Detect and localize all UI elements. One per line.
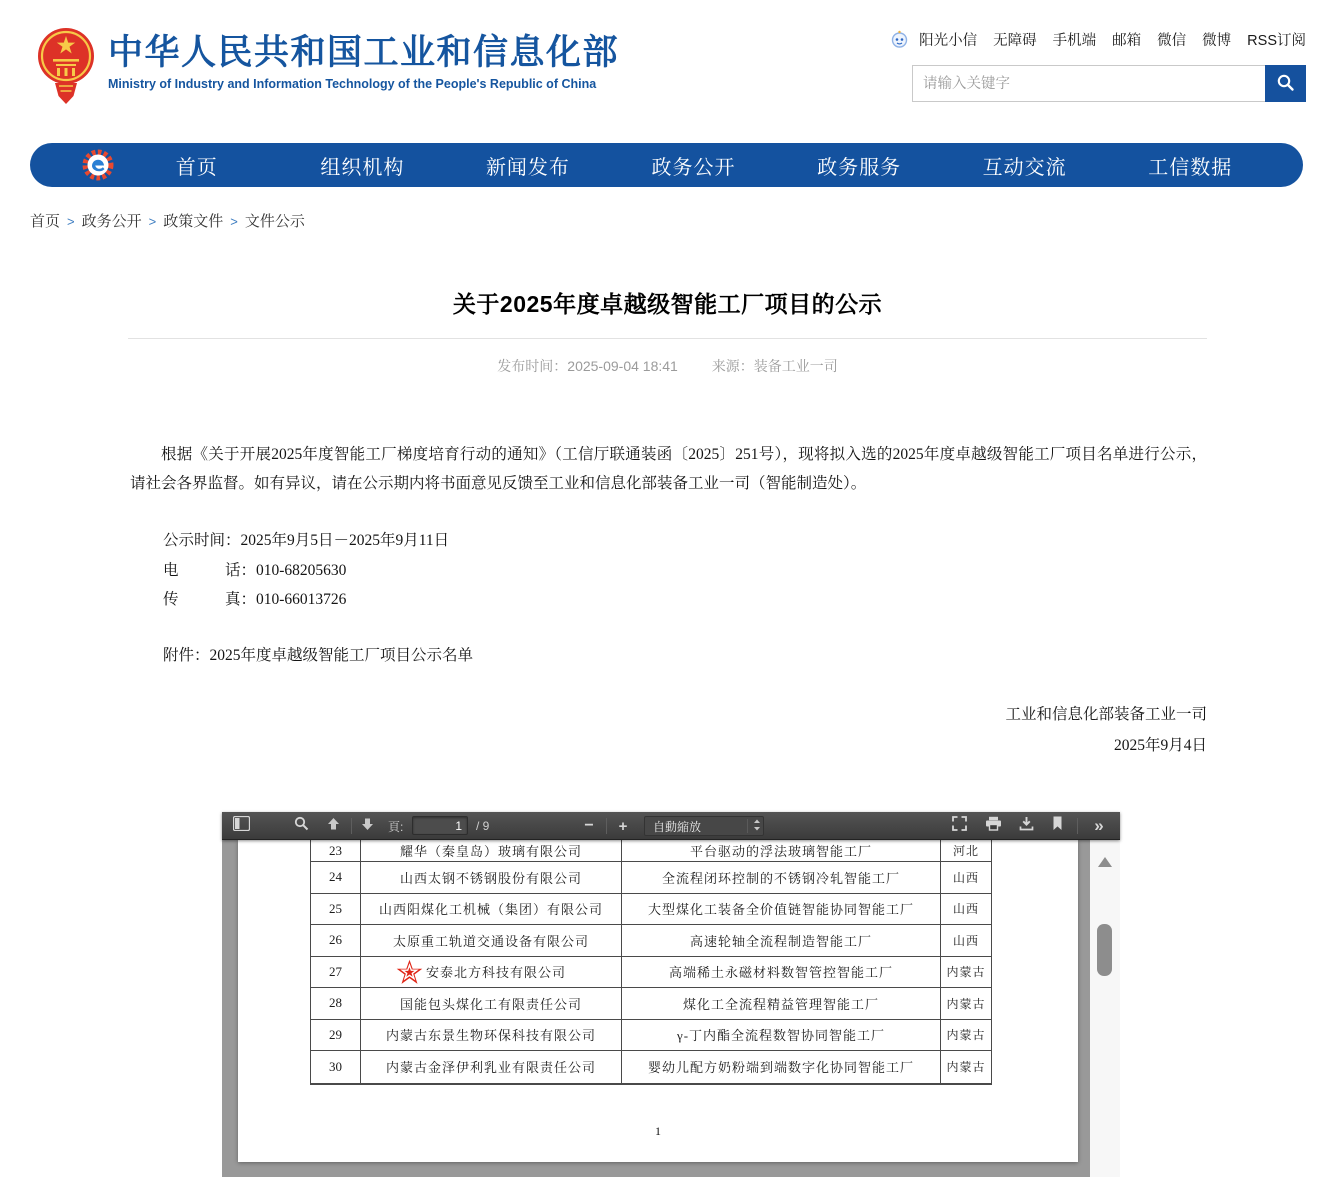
cell-region: 河北 [952,844,979,858]
table-row [311,894,991,926]
next-page-button[interactable] [354,812,380,840]
page-label: 頁: [388,819,404,834]
zoom-in-button[interactable]: + [618,817,628,835]
download-button[interactable] [1013,812,1039,840]
signature-block [1005,699,1207,761]
cell-company [361,1051,622,1083]
sidebar-toggle-button[interactable] [228,812,254,840]
cell-number: 25 [311,894,361,925]
table-row [311,1051,991,1083]
toolbar-divider [606,818,607,834]
cell-number: 30 [311,1051,361,1083]
cell-region: 内蒙古 [946,1028,986,1043]
national-emblem-logo [36,26,96,111]
cell-project: 大型煤化工装备全价值链智能协同智能工厂 [622,894,941,925]
cell-project: 全流程闭环控制的不锈钢冷轧智能工厂 [622,862,941,893]
table-row [311,840,991,862]
toolbar-divider [351,818,352,834]
nav-item[interactable]: 政务公开 [651,156,736,179]
breadcrumb-link[interactable]: 政务公开 [81,213,142,230]
presentation-mode-button[interactable] [946,812,972,840]
breadcrumb-separator: > [230,214,238,229]
nav-item[interactable]: 首页 [175,156,218,179]
previous-page-button[interactable] [320,812,346,840]
gear-e-logo [82,149,114,181]
top-link[interactable]: 手机端 [1052,33,1097,49]
red-star-annotation [396,959,423,985]
cell-project: 婴幼儿配方奶粉端到端数字化协同智能工厂 [622,1051,941,1083]
source: 来源：装备工业一司 [711,358,838,374]
fullscreen-icon [952,816,967,836]
cell-project: 高速轮轴全流程制造智能工厂 [622,925,941,956]
cell-company [361,1020,622,1051]
pdf-page-number: 1 [655,1124,661,1138]
download-icon [1019,816,1034,836]
contact-block [163,526,449,615]
signature-date: 2025年9月4日 [1113,737,1207,754]
page-total: / 9 [476,819,490,833]
sidebar-icon [233,816,250,836]
find-button[interactable] [288,812,314,840]
table-row [311,1020,991,1052]
page-title: 关于2025年度卓越级智能工厂项目的公示 [452,291,883,317]
top-link[interactable]: RSS订阅 [1247,33,1306,49]
company-name: 山西阳煤化工机械（集团）有限公司 [378,902,603,918]
search-icon [1276,73,1295,95]
company-name: 安泰北方科技有限公司 [425,965,566,981]
table-row [311,957,991,989]
arrow-down-icon [360,817,375,836]
cell-company [361,840,622,861]
bookmark-button[interactable] [1044,812,1070,840]
cell-number: 24 [311,862,361,893]
zoom-select[interactable] [644,816,764,836]
cell-project: 高端稀土永磁材料数智管控智能工厂 [622,957,941,988]
search-button[interactable] [1265,65,1306,102]
publish-info [128,356,1207,376]
company-name: 内蒙古东景生物环保科技有限公司 [385,1028,596,1044]
breadcrumb-link[interactable]: 首页 [30,213,61,230]
cell-region: 内蒙古 [946,996,986,1011]
pdf-viewer [222,812,1120,1177]
cell-number: 29 [311,1020,361,1051]
cell-project: γ-丁内酯全流程数智协同智能工厂 [622,1020,941,1051]
pdf-scrollbar [1090,840,1120,1177]
cell-company [361,925,622,956]
nav-item[interactable]: 新闻发布 [485,156,570,179]
zoom-select-value: 自動縮放 [653,819,702,834]
cell-region: 内蒙古 [946,965,986,980]
zoom-out-button[interactable]: − [584,817,594,834]
print-button[interactable] [980,812,1006,840]
cell-company [361,894,622,925]
title-divider [128,338,1207,339]
top-link[interactable]: 无障碍 [993,33,1037,49]
breadcrumb-separator: > [67,214,75,229]
dropdown-divider [747,819,748,833]
cell-project: 煤化工全流程精益管理智能工厂 [622,988,941,1019]
table-row [311,862,991,894]
company-name: 耀华（秦皇岛）玻璃有限公司 [399,844,582,859]
company-name: 内蒙古金泽伊利乳业有限责任公司 [385,1060,596,1076]
company-name: 太原重工轨道交通设备有限公司 [392,933,589,949]
cell-region: 内蒙古 [946,1060,986,1075]
phone-line: 电 话：010-68205630 [163,561,347,579]
breadcrumb-link[interactable]: 政策文件 [163,213,224,230]
cell-company [361,862,622,893]
nav-item[interactable]: 政务服务 [817,156,902,179]
cell-company [361,957,622,988]
site-title: 中华人民共和国工业和信息化部 [108,33,620,72]
pdf-page [238,840,1078,1162]
table-row [311,988,991,1020]
article-paragraph: 根据《关于开展2025年度智能工厂梯度培育行动的通知》（工信厅联通装函〔2025〕251号），现将拟入选的2025年度卓越级智能工厂项目名单进行公示，请社会各界监督。如有异议，请在公示期内将书面意见反馈至工业和信息化部装备工业一司（智能制造处）。 [130,446,1207,492]
breadcrumb-item [30,213,82,230]
printer-icon [985,816,1002,836]
pdf-toolbar [222,812,1120,840]
attachment-link[interactable]: 附件：2025年度卓越级智能工厂项目公示名单 [163,647,474,664]
toolbar-divider [1077,818,1078,834]
arrow-up-icon [326,817,341,836]
company-name: 国能包头煤化工有限责任公司 [399,996,582,1012]
cell-region: 山西 [952,933,979,948]
search-icon [294,816,309,836]
cell-number: 28 [311,988,361,1019]
cell-company [361,988,622,1019]
site-subtitle: Ministry of Industry and Information Technology of the People's Republic of China [108,77,597,91]
top-link[interactable]: 阳光小信 [919,33,978,49]
pdf-table [310,840,992,1085]
dropdown-arrows-icon [751,818,763,835]
top-link[interactable]: 微博 [1202,33,1232,49]
nav-item[interactable]: 工信数据 [1148,156,1233,179]
nav-item[interactable]: 互动交流 [982,156,1067,179]
scrollbar-thumb[interactable] [1097,924,1112,976]
top-link[interactable]: 微信 [1157,33,1187,49]
signature-dept: 工业和信息化部装备工业一司 [1005,706,1207,723]
cell-number: 26 [311,925,361,956]
cell-project: 平台驱动的浮法玻璃智能工厂 [622,840,941,861]
more-tools-button[interactable]: » [1094,816,1104,835]
breadcrumb-separator: > [148,214,157,229]
nav-item[interactable]: 组织机构 [320,156,405,179]
bookmark-icon [1051,816,1064,836]
company-name: 山西太钢不锈钢股份有限公司 [399,870,582,886]
cell-region: 山西 [952,902,979,917]
top-link[interactable]: 邮箱 [1112,33,1142,49]
table-row [311,925,991,957]
article [128,0,1207,810]
pdf-content-area [222,840,1120,1177]
cell-number: 23 [311,840,361,861]
scroll-up-arrow[interactable] [1098,857,1112,867]
cell-region: 山西 [952,870,979,885]
notice-period: 公示时间：2025年9月5日－2025年9月11日 [163,532,450,549]
publish-time: 发布时间：2025-09-04 18:41 [497,358,678,374]
cell-number: 27 [311,957,361,988]
page-number-input[interactable] [412,816,468,835]
breadcrumb-link[interactable]: 文件公示 [244,213,305,230]
fax-line: 传 真：010-66013726 [163,591,347,608]
